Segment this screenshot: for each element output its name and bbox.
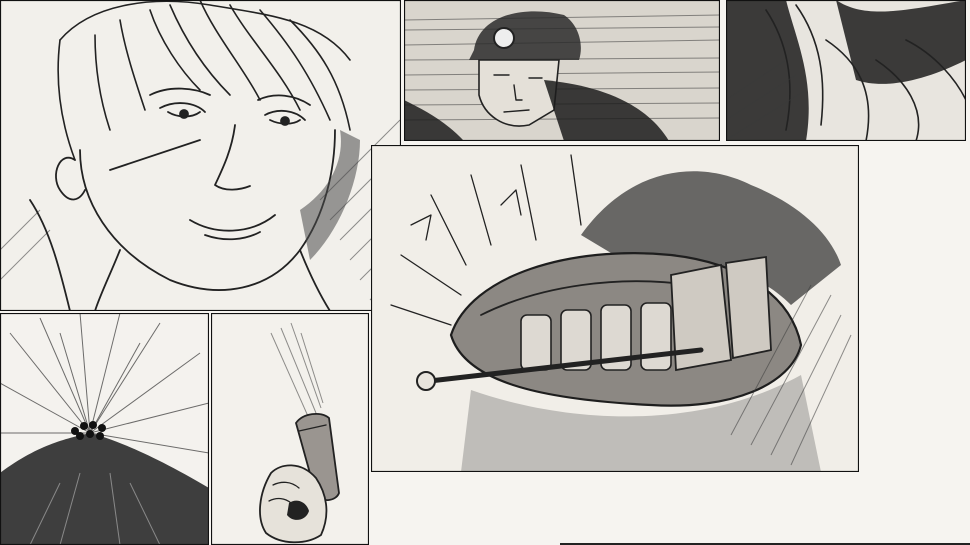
face-sketch [0, 0, 401, 311]
pistol-sketch [211, 313, 369, 545]
crash-sketch [371, 145, 859, 472]
panel-craft-crash [371, 145, 859, 472]
hand-detail-sketch [726, 0, 966, 141]
panel-top-right-detail [726, 0, 966, 141]
burst-sketch [0, 313, 209, 545]
panel-helmet-soldier [404, 0, 720, 141]
helmet-sketch [404, 0, 720, 141]
panel-pistol-hand [211, 313, 369, 545]
panel-face-closeup [0, 0, 401, 311]
panel-explosion-burst [0, 313, 209, 545]
